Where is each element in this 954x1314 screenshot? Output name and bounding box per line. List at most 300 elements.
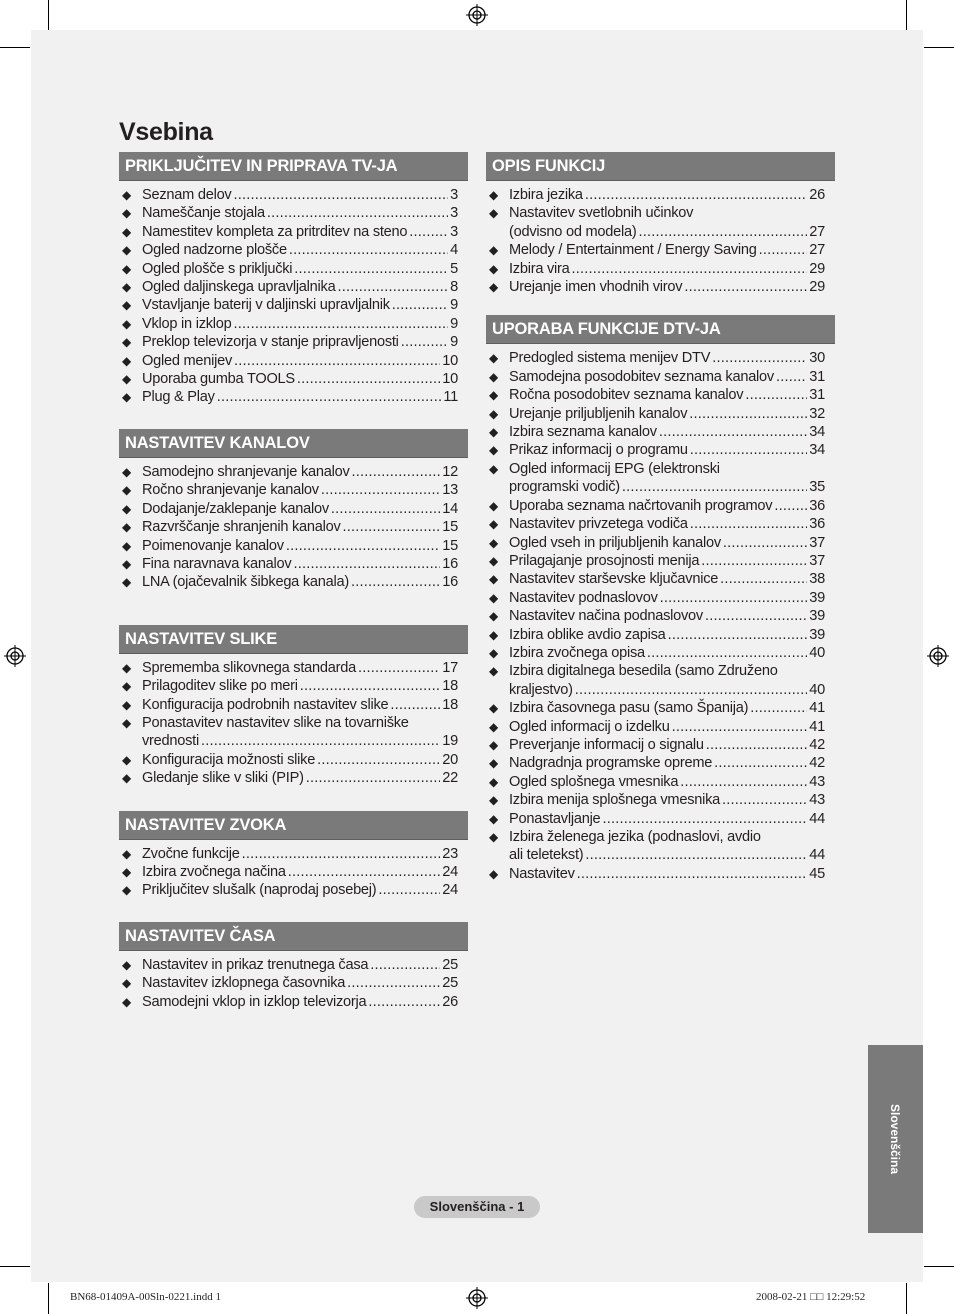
toc-entry[interactable] <box>119 677 468 695</box>
toc-section <box>119 152 468 407</box>
toc-entry[interactable] <box>486 626 835 644</box>
toc-entry[interactable] <box>486 865 835 883</box>
dot-leader <box>602 810 807 828</box>
dot-leader <box>288 863 440 881</box>
toc-entry-text: Urejanje imen vhodnih virov <box>509 279 683 296</box>
dot-leader <box>706 736 807 754</box>
dot-leader <box>575 681 808 699</box>
toc-entry-text-line1: Ogled informacij EPG (elektronski <box>509 460 720 477</box>
diamond-bullet-icon: ◆ <box>489 498 498 513</box>
section-heading: UPORABA FUNKCIJE DTV-JA <box>486 315 835 344</box>
diamond-bullet-icon: ◆ <box>489 737 498 752</box>
toc-entry-text: Ogled plošče s priključki <box>142 260 293 277</box>
toc-entry-text: kraljestvo) <box>509 681 573 698</box>
toc-entry-text: Zvočne funkcije <box>142 845 240 862</box>
toc-list <box>486 181 835 296</box>
toc-entry-page: 9 <box>450 315 458 332</box>
toc-entry-page: 39 <box>809 589 825 606</box>
toc-entry[interactable] <box>119 974 468 992</box>
toc-entry-text: Ročna posodobitev seznama kanalov <box>509 387 744 404</box>
diamond-bullet-icon: ◆ <box>122 188 131 202</box>
dot-leader <box>701 552 807 570</box>
toc-entry-page: 39 <box>809 608 825 625</box>
toc-entry-text: Fina naravnava kanalov <box>142 555 292 572</box>
toc-entry[interactable] <box>486 644 835 662</box>
toc-entry[interactable] <box>486 260 835 278</box>
toc-entry-page: 10 <box>442 352 458 369</box>
toc-entry[interactable] <box>486 186 835 204</box>
diamond-bullet-icon: ◆ <box>122 864 131 879</box>
dot-leader <box>331 500 440 518</box>
toc-entry-text: Gledanje slike v sliki (PIP) <box>142 770 304 787</box>
toc-entry-text: Izbira seznama kanalov <box>509 424 657 441</box>
toc-entry[interactable] <box>119 993 468 1011</box>
diamond-bullet-icon: ◆ <box>489 719 498 734</box>
dot-leader <box>321 481 440 499</box>
dot-leader <box>343 518 441 536</box>
diamond-bullet-icon: ◆ <box>489 756 498 771</box>
toc-entry-page: 5 <box>450 260 458 277</box>
toc-entry-text: Nastavitev starševske ključavnice <box>509 571 719 588</box>
toc-entry-text: Nastavitev in prikaz trenutnega časa <box>142 956 369 973</box>
dot-leader <box>689 405 807 423</box>
toc-entry[interactable] <box>119 769 468 787</box>
diamond-bullet-icon: ◆ <box>122 483 131 498</box>
dot-leader <box>585 846 807 864</box>
toc-entry[interactable] <box>119 659 468 677</box>
toc-entry[interactable] <box>486 828 835 865</box>
toc-entry-text: Izbira menija splošnega vmesnika <box>509 792 721 809</box>
dot-leader <box>286 537 440 555</box>
dot-leader <box>401 333 448 351</box>
toc-entry-text: Prikaz informacij o programu <box>509 442 688 459</box>
toc-entry[interactable] <box>486 386 835 404</box>
dot-leader <box>337 278 448 296</box>
dot-leader <box>352 463 441 481</box>
toc-entry-page: 3 <box>450 187 458 203</box>
diamond-bullet-icon: ◆ <box>122 390 131 405</box>
toc-section <box>119 922 468 1011</box>
toc-entry-page: 9 <box>450 334 458 351</box>
right-column <box>486 152 835 883</box>
dot-leader <box>723 534 807 552</box>
toc-entry-page: 45 <box>809 865 825 882</box>
toc-entry-text: ali teletekst) <box>509 847 584 864</box>
crop-mark <box>906 0 907 30</box>
diamond-bullet-icon: ◆ <box>122 679 131 694</box>
diamond-bullet-icon: ◆ <box>489 517 498 532</box>
toc-entry-text: Ogled nadzorne plošče <box>142 242 287 259</box>
toc-entry[interactable] <box>119 500 468 518</box>
dot-leader <box>293 555 440 573</box>
diamond-bullet-icon: ◆ <box>122 501 131 516</box>
toc-entry[interactable] <box>486 607 835 625</box>
toc-entry-page: 41 <box>809 700 825 717</box>
left-column <box>119 152 468 1011</box>
toc-entry-page: 25 <box>442 975 458 992</box>
toc-section <box>486 152 835 296</box>
dot-leader <box>647 644 807 662</box>
diamond-bullet-icon: ◆ <box>489 535 498 550</box>
toc-entry[interactable] <box>486 460 835 497</box>
diamond-bullet-icon: ◆ <box>489 572 498 587</box>
section-heading: NASTAVITEV KANALOV <box>119 429 468 458</box>
diamond-bullet-icon: ◆ <box>122 883 131 898</box>
registration-mark-icon <box>466 1287 488 1309</box>
toc-entry-page: 23 <box>442 845 458 862</box>
toc-entry-text: Konfiguracija možnosti slike <box>142 751 316 768</box>
toc-entry-page: 16 <box>442 555 458 572</box>
dot-leader <box>705 607 807 625</box>
toc-entry[interactable] <box>119 186 468 204</box>
footer-file: BN68-01409A-00Sln-0221.indd 1 <box>70 1291 221 1303</box>
toc-entry-page: 16 <box>442 574 458 591</box>
toc-entry[interactable] <box>486 570 835 588</box>
toc-entry-page: 24 <box>442 863 458 880</box>
toc-entry-text: Razvrščanje shranjenih kanalov <box>142 519 341 536</box>
toc-entry-text: Vstavljanje baterij v daljinski upravljalnik <box>142 297 390 314</box>
dot-leader <box>378 881 440 899</box>
section-heading: OPIS FUNKCIJ <box>486 152 835 181</box>
diamond-bullet-icon: ◆ <box>489 590 498 605</box>
toc-entry-text: Seznam delov <box>142 187 232 203</box>
toc-entry-text: Nastavitev privzetega vodiča <box>509 516 688 533</box>
toc-entry-page: 18 <box>442 678 458 695</box>
toc-entry[interactable] <box>486 718 835 736</box>
toc-entry-page: 17 <box>442 659 458 676</box>
diamond-bullet-icon: ◆ <box>489 369 498 384</box>
toc-entry-page: 37 <box>809 552 825 569</box>
dot-leader <box>680 773 807 791</box>
toc-entry[interactable] <box>119 278 468 296</box>
diamond-bullet-icon: ◆ <box>489 866 498 881</box>
toc-entry[interactable] <box>486 423 835 441</box>
section-heading: NASTAVITEV ZVOKA <box>119 811 468 840</box>
toc-entry-text-line1: Ponastavitev nastavitev slike na tovarniške <box>142 714 409 731</box>
diamond-bullet-icon: ◆ <box>122 715 131 730</box>
toc-entry-page: 27 <box>809 242 825 259</box>
diamond-bullet-icon: ◆ <box>122 697 131 712</box>
toc-entry-page: 8 <box>450 279 458 296</box>
dot-leader <box>668 626 808 644</box>
dot-leader <box>317 751 440 769</box>
toc-entry[interactable] <box>119 714 468 751</box>
toc-entry-page: 29 <box>809 260 825 277</box>
dot-leader <box>390 696 440 714</box>
diamond-bullet-icon: ◆ <box>489 206 498 221</box>
diamond-bullet-icon: ◆ <box>489 774 498 789</box>
toc-entry[interactable] <box>486 204 835 241</box>
toc-entry[interactable] <box>119 481 468 499</box>
diamond-bullet-icon: ◆ <box>489 553 498 568</box>
toc-entry-page: 22 <box>442 770 458 787</box>
registration-mark-icon <box>927 645 949 667</box>
toc-entry[interactable] <box>486 736 835 754</box>
toc-entry[interactable] <box>119 223 468 241</box>
toc-entry-text: Nadgradnja programske opreme <box>509 755 713 772</box>
toc-entry[interactable] <box>119 696 468 714</box>
dot-leader <box>690 515 808 533</box>
crop-mark <box>924 47 954 48</box>
toc-entry-page: 13 <box>442 482 458 499</box>
toc-entry-page: 30 <box>809 350 825 367</box>
page-title: Vsebina <box>119 118 213 146</box>
toc-entry-page: 9 <box>450 297 458 314</box>
crop-mark <box>0 1266 30 1267</box>
toc-entry-page: 31 <box>809 387 825 404</box>
dot-leader <box>294 260 448 278</box>
diamond-bullet-icon: ◆ <box>489 261 498 276</box>
toc-entry[interactable] <box>119 370 468 388</box>
diamond-bullet-icon: ◆ <box>489 243 498 258</box>
dot-leader <box>577 865 808 883</box>
toc-entry-text: Ogled splošnega vmesnika <box>509 773 679 790</box>
diamond-bullet-icon: ◆ <box>122 660 131 675</box>
toc-entry-page: 18 <box>442 696 458 713</box>
diamond-bullet-icon: ◆ <box>489 701 498 716</box>
toc-entry-page: 44 <box>809 847 825 864</box>
dot-leader <box>572 260 808 278</box>
toc-entry[interactable] <box>486 349 835 367</box>
toc-entry-page: 42 <box>809 755 825 772</box>
toc-entry-text: Sprememba slikovnega standarda <box>142 659 356 676</box>
toc-entry[interactable] <box>486 405 835 423</box>
diamond-bullet-icon: ◆ <box>489 406 498 421</box>
diamond-bullet-icon: ◆ <box>122 556 131 571</box>
toc-entry-text: Nastavitev podnaslovov <box>509 589 658 606</box>
toc-entry[interactable] <box>119 956 468 974</box>
toc-entry-page: 43 <box>809 792 825 809</box>
crop-mark <box>0 47 30 48</box>
diamond-bullet-icon: ◆ <box>122 575 131 590</box>
toc-list <box>119 458 468 592</box>
toc-entry[interactable] <box>119 241 468 259</box>
toc-entry-text: Preklop televizorja v stanje pripravljenosti <box>142 334 399 351</box>
toc-entry-text: Nameščanje stojala <box>142 205 265 222</box>
toc-entry-page: 14 <box>442 500 458 517</box>
dot-leader <box>776 368 807 386</box>
dot-leader <box>370 956 440 974</box>
toc-entry-text: Plug & Play <box>142 389 215 406</box>
toc-entry-page: 39 <box>809 626 825 643</box>
toc-entry-text: Ponastavljanje <box>509 810 601 827</box>
toc-entry-text-line1: Izbira digitalnega besedila (samo Združeno <box>509 663 778 680</box>
toc-entry-page: 10 <box>442 371 458 388</box>
dot-leader <box>234 315 449 333</box>
dot-leader <box>745 386 807 404</box>
toc-entry-page: 44 <box>809 810 825 827</box>
toc-entry-page: 38 <box>809 571 825 588</box>
toc-entry-text: (odvisno od modela) <box>509 223 637 240</box>
dot-leader <box>392 296 448 314</box>
diamond-bullet-icon: ◆ <box>489 830 498 844</box>
toc-entry-page: 3 <box>450 205 458 222</box>
toc-entry[interactable] <box>486 278 835 296</box>
toc-entry-page: 19 <box>442 733 458 750</box>
toc-entry[interactable] <box>119 537 468 555</box>
toc-entry-text: Priključitev slušalk (naprodaj posebej) <box>142 882 377 899</box>
toc-entry[interactable] <box>486 699 835 717</box>
diamond-bullet-icon: ◆ <box>122 353 131 368</box>
footer-date: 2008-02-21 □□ 12:29:52 <box>756 1291 866 1303</box>
dot-leader <box>690 441 808 459</box>
diamond-bullet-icon: ◆ <box>489 627 498 642</box>
dot-leader <box>585 186 807 204</box>
dot-leader <box>759 241 808 259</box>
toc-entry[interactable] <box>486 241 835 259</box>
toc-entry[interactable] <box>486 552 835 570</box>
diamond-bullet-icon: ◆ <box>122 771 131 786</box>
diamond-bullet-icon: ◆ <box>122 976 131 991</box>
toc-entry[interactable] <box>119 751 468 769</box>
toc-entry-text: Izbira zvočnega opisa <box>509 644 645 661</box>
diamond-bullet-icon: ◆ <box>489 461 498 476</box>
diamond-bullet-icon: ◆ <box>122 846 131 861</box>
side-tab-label: Slovenščina <box>888 1103 902 1175</box>
section-heading: NASTAVITEV ČASA <box>119 922 468 951</box>
dot-leader <box>672 718 808 736</box>
toc-entry-text: Vklop in izklop <box>142 315 232 332</box>
diamond-bullet-icon: ◆ <box>489 188 498 202</box>
dot-leader <box>622 478 807 496</box>
toc-entry[interactable] <box>119 388 468 406</box>
dot-leader <box>297 370 440 388</box>
diamond-bullet-icon: ◆ <box>122 261 131 276</box>
dot-leader <box>289 241 448 259</box>
toc-entry-page: 29 <box>809 279 825 296</box>
toc-entry[interactable] <box>486 662 835 699</box>
dot-leader <box>660 589 808 607</box>
toc-entry[interactable] <box>119 315 468 333</box>
toc-entry-page: 26 <box>442 993 458 1010</box>
toc-entry-text: Samodejno shranjevanje kanalov <box>142 463 350 480</box>
diamond-bullet-icon: ◆ <box>122 752 131 767</box>
diamond-bullet-icon: ◆ <box>122 464 131 479</box>
section-heading: PRIKLJUČITEV IN PRIPRAVA TV-JA <box>119 152 468 181</box>
toc-entry-text: Ogled daljinskega upravljalnika <box>142 279 336 296</box>
toc-entry[interactable] <box>486 515 835 533</box>
toc-entry-page: 40 <box>809 644 825 661</box>
toc-entry[interactable] <box>119 518 468 536</box>
dot-leader <box>242 845 441 863</box>
toc-entry-text-line1: Nastavitev svetlobnih učinkov <box>509 205 694 222</box>
toc-section <box>119 811 468 900</box>
toc-entry[interactable] <box>119 555 468 573</box>
dot-leader <box>306 769 441 787</box>
toc-entry[interactable] <box>486 441 835 459</box>
diamond-bullet-icon: ◆ <box>122 298 131 313</box>
toc-entry-page: 42 <box>809 736 825 753</box>
toc-entry[interactable] <box>119 573 468 591</box>
toc-entry-text: Urejanje priljubljenih kanalov <box>509 405 688 422</box>
toc-entry-text: Samodejni vklop in izklop televizorja <box>142 993 367 1010</box>
toc-entry[interactable] <box>486 497 835 515</box>
crop-mark <box>924 1266 954 1267</box>
toc-entry[interactable] <box>119 881 468 899</box>
dot-leader <box>233 186 448 204</box>
dot-leader <box>267 204 448 222</box>
diamond-bullet-icon: ◆ <box>122 994 131 1009</box>
crop-mark <box>48 1283 49 1314</box>
toc-entry[interactable] <box>119 463 468 481</box>
dot-leader <box>720 570 807 588</box>
dot-leader <box>217 388 442 406</box>
registration-mark-icon <box>4 645 26 667</box>
diamond-bullet-icon: ◆ <box>489 388 498 403</box>
toc-section <box>486 315 835 883</box>
diamond-bullet-icon: ◆ <box>122 206 131 221</box>
toc-entry-text: Poimenovanje kanalov <box>142 537 284 554</box>
diamond-bullet-icon: ◆ <box>489 280 498 295</box>
toc-entry[interactable] <box>119 260 468 278</box>
toc-entry-text: Melody / Entertainment / Energy Saving <box>509 242 757 259</box>
toc-entry-page: 20 <box>442 751 458 768</box>
toc-entry-page: 15 <box>442 537 458 554</box>
toc-entry[interactable] <box>119 863 468 881</box>
toc-entry[interactable] <box>486 773 835 791</box>
diamond-bullet-icon: ◆ <box>122 520 131 535</box>
diamond-bullet-icon: ◆ <box>122 335 131 350</box>
diamond-bullet-icon: ◆ <box>122 316 131 331</box>
dot-leader <box>300 677 441 695</box>
toc-entry-page: 4 <box>450 242 458 259</box>
toc-entry-page: 26 <box>809 187 825 203</box>
toc-section <box>119 429 468 592</box>
toc-entry-page: 27 <box>809 223 825 240</box>
dot-leader <box>750 699 807 717</box>
dot-leader <box>409 223 448 241</box>
toc-entry-text: Uporaba seznama načrtovanih programov <box>509 497 773 514</box>
toc-entry-text: Dodajanje/zaklepanje kanalov <box>142 500 329 517</box>
toc-entry[interactable] <box>486 810 835 828</box>
toc-entry[interactable] <box>486 791 835 809</box>
registration-mark-icon <box>466 4 488 26</box>
toc-entry[interactable] <box>119 204 468 222</box>
diamond-bullet-icon: ◆ <box>489 609 498 624</box>
toc-entry-page: 25 <box>442 956 458 973</box>
toc-entry-page: 24 <box>442 882 458 899</box>
diamond-bullet-icon: ◆ <box>122 372 131 387</box>
toc-entry-text-line1: Izbira želenega jezika (podnaslovi, avdio <box>509 829 761 845</box>
dot-leader <box>712 349 807 367</box>
toc-entry[interactable] <box>486 589 835 607</box>
toc-entry[interactable] <box>119 352 468 370</box>
toc-entry-text: Predogled sistema menijev DTV <box>509 350 711 367</box>
dot-leader <box>722 791 807 809</box>
toc-entry-page: 36 <box>809 516 825 533</box>
toc-entry-text: Preverjanje informacij o signalu <box>509 736 704 753</box>
toc-entry[interactable] <box>486 534 835 552</box>
toc-entry[interactable] <box>486 754 835 772</box>
toc-section <box>119 625 468 788</box>
toc-entry[interactable] <box>486 368 835 386</box>
toc-list <box>486 344 835 883</box>
diamond-bullet-icon: ◆ <box>489 645 498 660</box>
toc-list <box>119 181 468 407</box>
toc-entry[interactable] <box>119 333 468 351</box>
diamond-bullet-icon: ◆ <box>489 443 498 458</box>
toc-entry[interactable] <box>119 296 468 314</box>
crop-mark <box>906 1283 907 1314</box>
language-side-tab <box>868 1045 923 1233</box>
toc-entry[interactable] <box>119 845 468 863</box>
toc-entry-text: Nastavitev načina podnaslovov <box>509 608 703 625</box>
toc-entry-text: Prilagajanje prosojnosti menija <box>509 552 700 569</box>
toc-list <box>119 654 468 788</box>
dot-leader <box>347 974 440 992</box>
toc-entry-text: Samodejna posodobitev seznama kanalov <box>509 368 774 385</box>
dot-leader <box>714 754 807 772</box>
